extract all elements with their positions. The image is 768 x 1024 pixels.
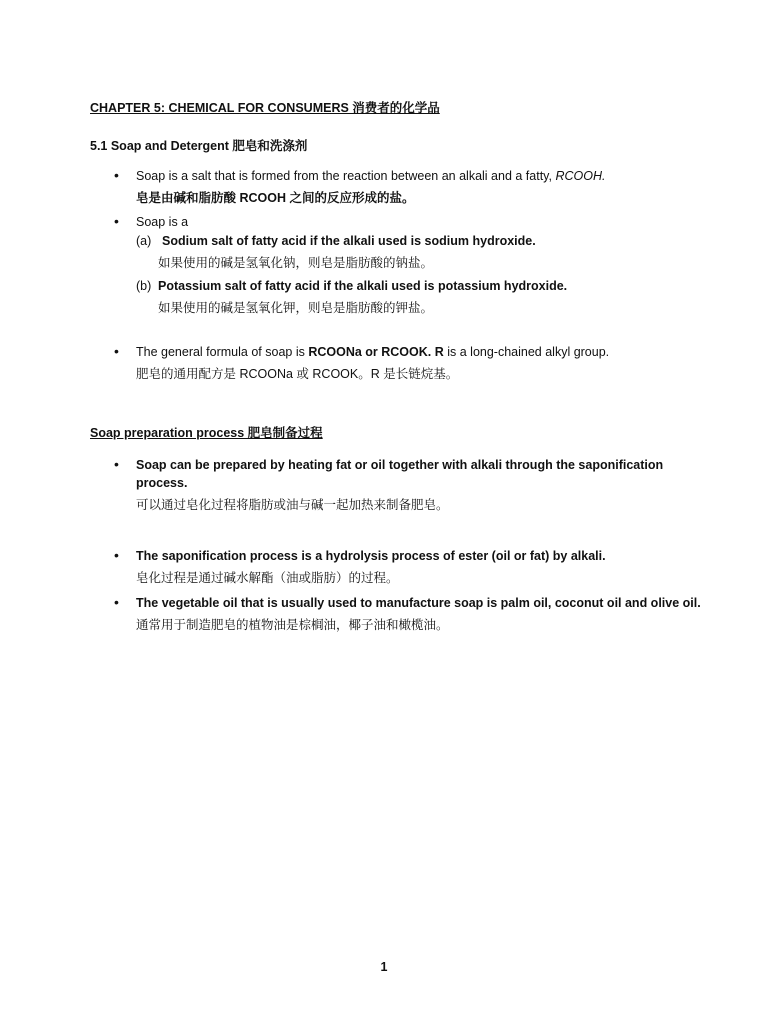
- bullet-marker: •: [114, 167, 119, 183]
- preparation-title: Soap preparation process 肥皂制备过程: [90, 426, 323, 440]
- soap-type-b-en: Potassium salt of fatty acid if the alkali used is potassium hydroxide.: [158, 279, 568, 293]
- preparation-1-zh: 可以通过皂化过程将脂肪或油与碱一起加热来制备肥皂。: [136, 498, 449, 512]
- soap-type-a-en: Sodium salt of fatty acid if the alkali used is sodium hydroxide.: [162, 234, 536, 248]
- preparation-2-zh: 皂化过程是通过碱水解酯（油或脂肪）的过程。: [136, 571, 399, 585]
- soap-type-b-zh: 如果使用的碱是氢氧化钾，则皂是脂肪酸的钾盐。: [158, 301, 434, 315]
- soap-definition-formula: RCOOH.: [555, 169, 606, 183]
- soap-type-a-label: (a): [136, 234, 152, 248]
- preparation-1-en-line2: process.: [136, 476, 188, 490]
- preparation-3-en: The vegetable oil that is usually used to manufacture soap is palm oil, coconut oil and olive oil.: [136, 596, 701, 610]
- bullet-marker: •: [114, 343, 119, 359]
- soap-definition-text: Soap is a salt that is formed from the reaction between an alkali and a fatty,: [136, 169, 556, 183]
- soap-type-a-zh: 如果使用的碱是氢氧化钠，则皂是脂肪酸的钠盐。: [158, 256, 434, 270]
- bullet-marker: •: [114, 456, 119, 472]
- preparation-3-zh: 通常用于制造肥皂的植物油是棕榈油，椰子油和橄榄油。: [136, 618, 449, 632]
- general-formula-zh: 肥皂的通用配方是 RCOONa 或 RCOOK。R 是长链烷基。: [136, 367, 459, 381]
- general-formula-en: [136, 344, 609, 360]
- bullet-marker: •: [114, 547, 119, 563]
- preparation-2-en: The saponification process is a hydrolysis process of ester (oil or fat) by alkali.: [136, 549, 606, 563]
- soap-type-b-label: (b): [136, 279, 152, 293]
- preparation-1-en-line1: Soap can be prepared by heating fat or oil together with alkali through the saponification: [136, 458, 664, 472]
- general-formula-suffix: is a long-chained alkyl group.: [443, 345, 610, 359]
- page-number: 1: [380, 960, 388, 974]
- soap-definition-zh: 皂是由碱和脂肪酸 RCOOH 之间的反应形成的盐。: [136, 191, 415, 205]
- general-formula-formula: RCOONa or RCOOK. R: [308, 345, 444, 359]
- soap-types-intro: Soap is a: [136, 215, 189, 229]
- bullet-marker: •: [114, 213, 119, 229]
- bullet-marker: •: [114, 594, 119, 610]
- section-title: 5.1 Soap and Detergent 肥皂和洗涤剂: [90, 139, 308, 153]
- general-formula-text: The general formula of soap is: [136, 345, 309, 359]
- chapter-title: CHAPTER 5: CHEMICAL FOR CONSUMERS 消费者的化学品: [90, 101, 440, 115]
- soap-definition-en: [136, 168, 605, 184]
